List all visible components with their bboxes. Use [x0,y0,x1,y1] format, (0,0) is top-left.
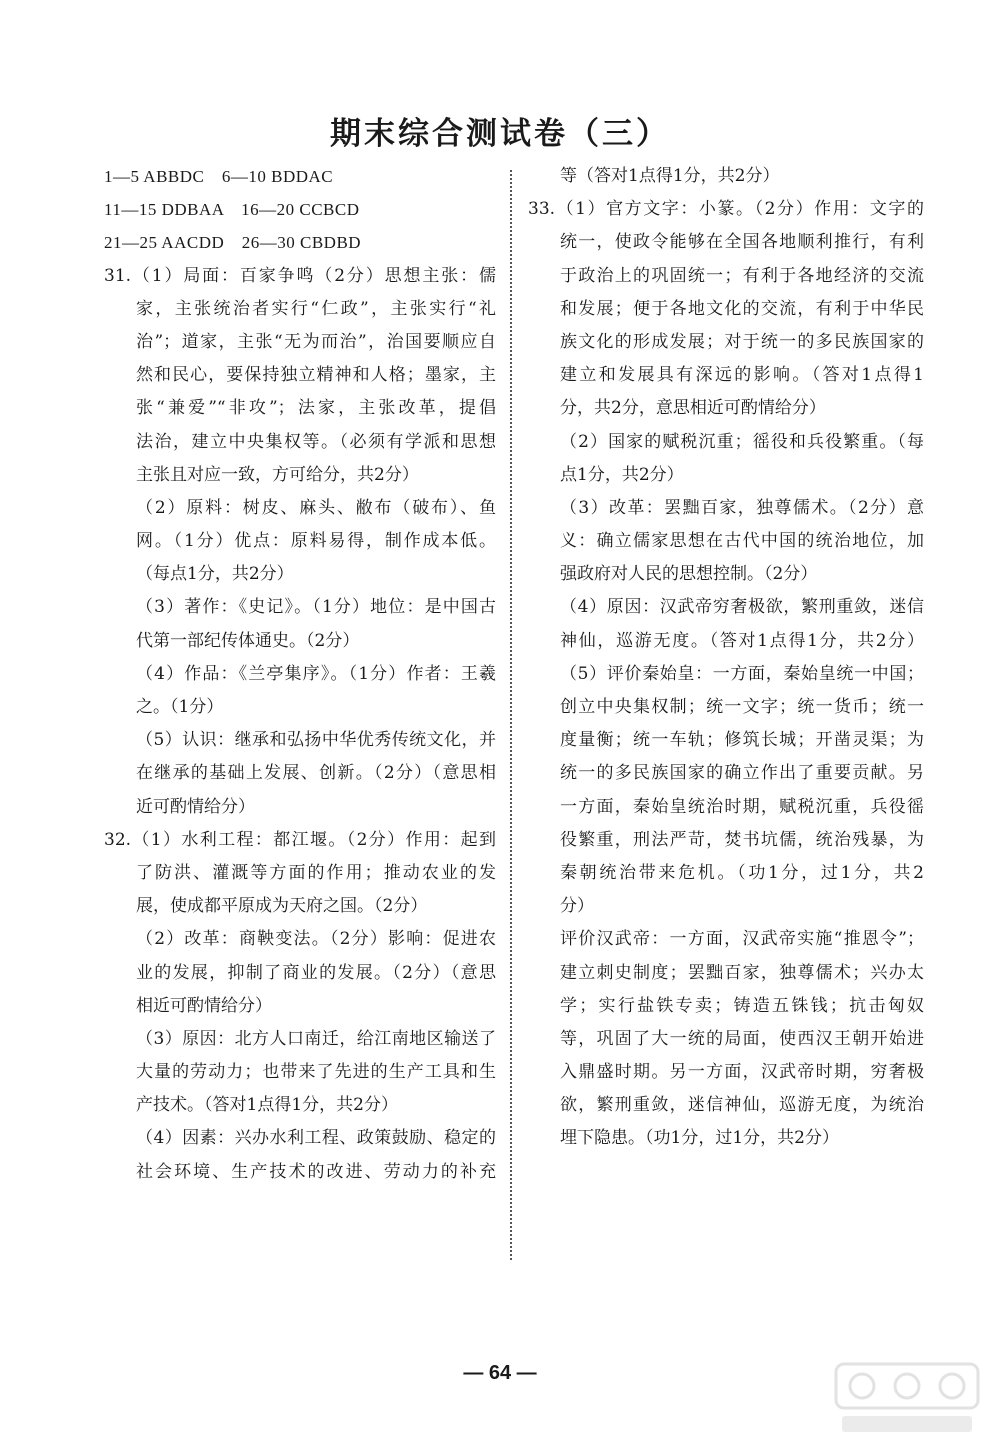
answer-line: （2）改革：商鞅变法。（2分）影响：促进农 [136,929,496,950]
answer-line: （4）作品：《兰亭集序》。（1分）作者：王羲 [136,663,496,684]
answer-line: 点1分，共2分） [560,464,684,485]
answer-line: 强政府对人民的思想控制。（2分） [560,564,818,585]
answer-line: 秦朝统治带来危机。（功1分，过1分，共2 [560,862,924,883]
answer-line: 役繁重，刑法严苛，焚书坑儒，统治残暴，为 [560,829,924,850]
answer-line: 和发展；便于各地文化的交流，有利于中华民 [560,298,924,319]
answer-line: 在继承的基础上发展、创新。（2分）（意思相 [136,763,496,784]
answer-line: 张“兼爱”“非攻”；法家，主张改革，提倡 [136,398,496,419]
answer-line: （2）国家的赋税沉重；徭役和兵役繁重。（每 [560,431,924,452]
answer-line: （3）著作：《史记》。（1分）地位：是中国古 [136,597,496,618]
answer-line: 族文化的形成发展；对于统一的多民族国家的 [560,331,924,352]
answer-line: 等，巩固了大一统的局面，使西汉王朝开始进 [560,1028,924,1049]
answer-line: （4）因素：兴办水利工程、政策鼓励、稳定的 [136,1128,496,1149]
answer-line: 分，共2分，意思相近可酌情给分） [560,398,826,419]
column-divider [510,170,512,1260]
answer-line: 统一的多民族国家的确立作出了重要贡献。另 [560,763,924,784]
answer-line: （5）评价秦始皇：一方面，秦始皇统一中国； [560,663,924,684]
answer-line: 产技术。（答对1点得1分，共2分） [136,1095,398,1116]
answer-line: （5）认识：继承和弘扬中华优秀传统文化，并 [136,730,496,751]
answer-line: 义：确立儒家思想在古代中国的统治地位，加 [560,531,924,552]
page-title: 期末综合测试卷（三） [330,116,670,152]
answer-line: 了防洪、灌溉等方面的作用；推动农业的发 [136,862,496,883]
answer-line: 埋下隐患。（功1分，过1分，共2分） [560,1128,839,1149]
answer-line: 于政治上的巩固统一；有利于各地经济的交流 [560,265,924,286]
answer-line: 欲，繁刑重敛，迷信神仙，巡游无度，为统治 [560,1095,924,1116]
answer-line: 近可酌情给分） [136,796,255,817]
answer-line: 之。（1分） [136,697,224,717]
answer-line: 代第一部纪传体通史。（2分） [136,630,360,651]
answer-line: 创立中央集权制；统一文字；统一货币；统一 [560,697,924,717]
answer-line: 度量衡；统一车轨；修筑长城；开凿灵渠；为 [560,730,924,751]
answer-line: 大量的劳动力；也带来了先进的生产工具和生 [136,1062,496,1083]
answer-line: 家，主张统治者实行“仁政”，主张实行“礼 [136,298,496,319]
answer-line: 21—25 AACDD 26—30 CBDBD [104,233,362,253]
answer-line: （3）改革：罢黜百家，独尊儒术。（2分）意 [560,497,924,518]
answer-line: 统一，使政令能够在全国各地顺利推行，有利 [560,232,924,253]
answer-line: 31.（1）局面：百家争鸣（2分）思想主张：儒 [104,265,496,286]
answer-line: 入鼎盛时期。另一方面，汉武帝时期，穷奢极 [560,1062,924,1083]
answer-line: 建立和发展具有深远的影响。（答对1点得1 [560,365,924,386]
answer-line: 11—15 DDBAA 16—20 CCBCD [104,200,360,220]
answer-line: 然和民心，要保持独立精神和人格；墨家，主 [136,365,496,386]
answer-line: 建立刺史制度；罢黜百家，独尊儒术；兴办太 [560,962,924,983]
answer-line: 评价汉武帝：一方面，汉武帝实施“推恩令”； [560,929,924,950]
page-number: — 64 — [463,1362,537,1384]
left-answer-column [104,160,496,1189]
answer-line: 法治，建立中央集权等。（必须有学派和思想 [136,431,496,452]
answer-line: （4）原因：汉武帝穷奢极欲，繁刑重敛，迷信 [560,597,924,618]
answer-line: （每点1分，共2分） [136,564,294,585]
answer-line: 一方面，秦始皇统治时期，赋税沉重，兵役徭 [560,796,924,817]
answer-line: 相近可酌情给分） [136,995,272,1016]
answer-line: 分） [560,896,594,917]
answer-line: （2）原料：树皮、麻头、敝布（破布）、鱼 [136,497,496,518]
answer-line: 业的发展，抑制了商业的发展。（2分）（意思 [136,962,496,983]
answer-line: 主张且对应一致，方可给分，共2分） [136,464,419,485]
answer-line: （3）原因：北方人口南迁，给江南地区输送了 [136,1028,496,1049]
answer-line: 学；实行盐铁专卖；铸造五铢钱；抗击匈奴 [560,995,924,1016]
answer-line: 等（答对1点得1分，共2分） [560,166,780,186]
answer-line: 网。（1分）优点：原料易得，制作成本低。 [136,531,496,552]
answer-line: 神仙，巡游无度。（答对1点得1分，共2分） [560,630,924,651]
answer-line: 治”；道家，主张“无为而治”，治国要顺应自 [136,331,496,352]
answer-line: 展，使成都平原成为天府之国。（2分） [136,896,428,917]
answer-line: 32.（1）水利工程：都江堰。（2分）作用：起到 [104,829,496,850]
right-answer-column [528,160,924,1156]
answer-line: 33.（1）官方文字：小篆。（2分）作用：文字的 [528,199,924,220]
answer-line: 1—5 ABBDC 6—10 BDDAC [104,167,334,186]
answer-line: 社会环境、生产技术的改进、劳动力的补充 [136,1161,496,1182]
watermark-logo-icon [832,1360,982,1440]
